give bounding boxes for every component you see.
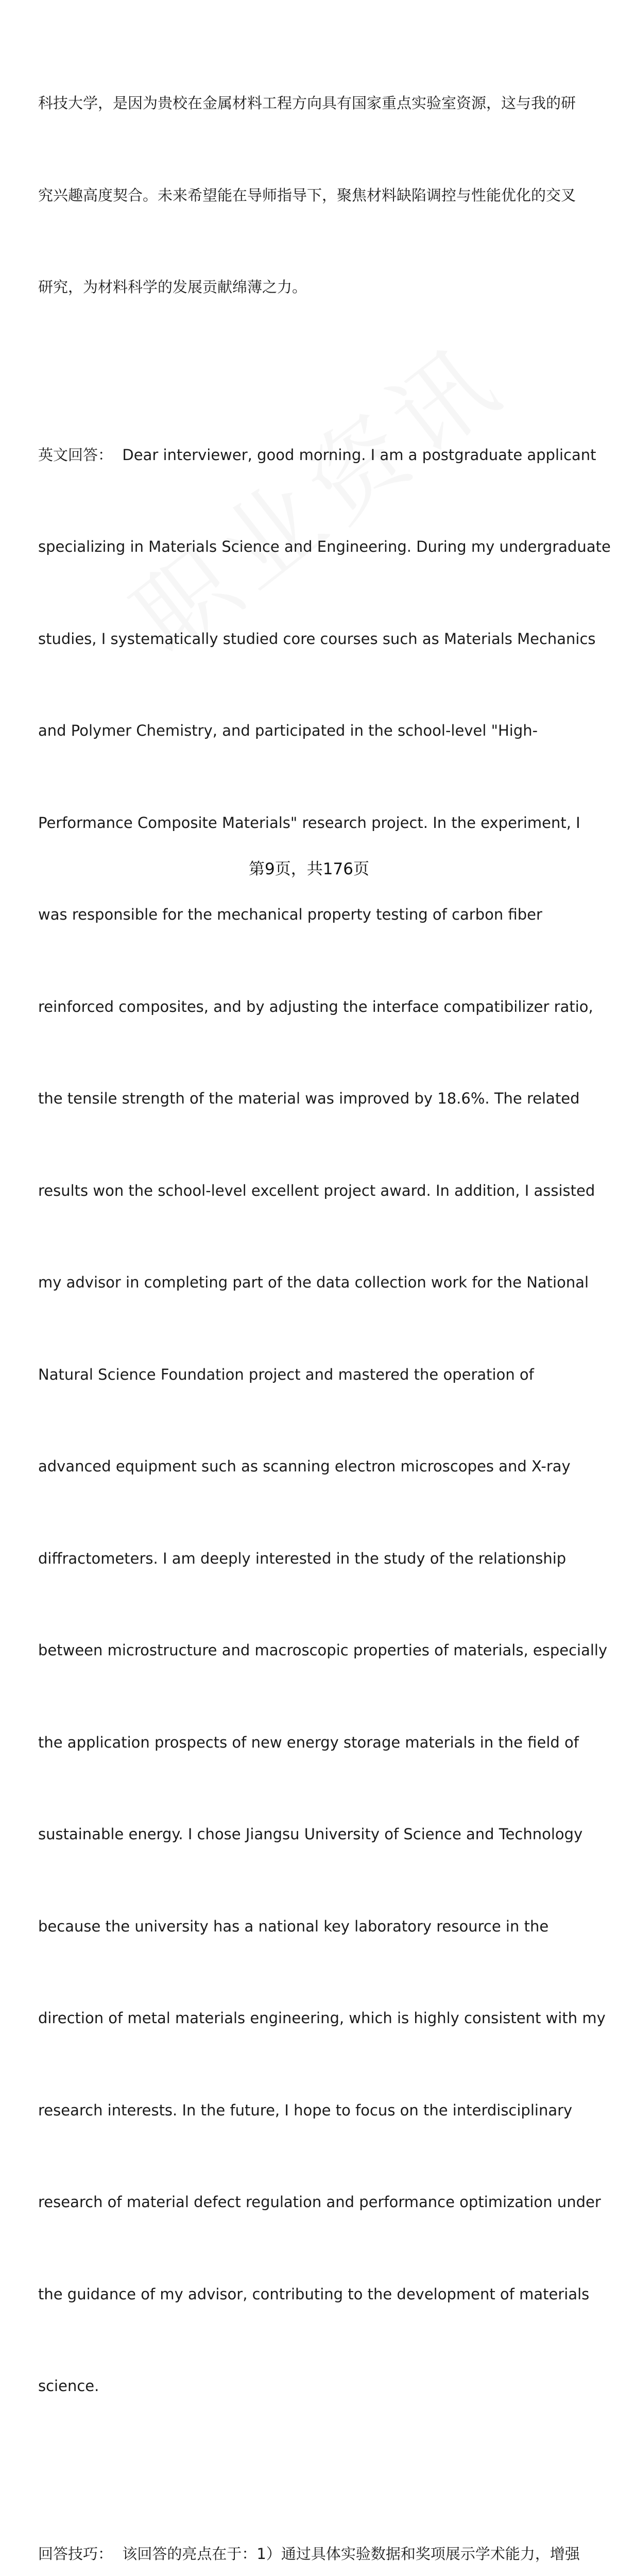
text-line: Natural Science Foundation project and mastered the operation of bbox=[38, 1360, 594, 1391]
text-line: between microstructure and macroscopic properties of materials, especially bbox=[38, 1635, 594, 1666]
paragraph-chinese-answer-end bbox=[38, 27, 594, 364]
text-line: direction of metal materials engineering, which is highly consistent with my bbox=[38, 2003, 594, 2034]
text-line: reinforced composites, and by adjusting the interface compatibilizer ratio, bbox=[38, 992, 594, 1023]
text-line: the guidance of my advisor, contributing to the development of materials bbox=[38, 2279, 594, 2310]
page-number-footer: 第9页，共176页 bbox=[0, 858, 618, 880]
text-line: specializing in Materials Science and Engineering. During my undergraduate bbox=[38, 532, 594, 563]
text-line: advanced equipment such as scanning electron microscopes and X-ray bbox=[38, 1451, 594, 1482]
text-line: science. bbox=[38, 2371, 594, 2402]
document-page bbox=[0, 0, 618, 904]
text-line: sustainable energy. I chose Jiangsu University of Science and Technology bbox=[38, 1819, 594, 1850]
text-line: research interests. In the future, I hope to focus on the interdisciplinary bbox=[38, 2095, 594, 2126]
text-line: 回答技巧： 该回答的亮点在于：1）通过具体实验数据和奖项展示学术能力，增强 bbox=[38, 2539, 594, 2570]
document-body bbox=[38, 27, 594, 2576]
text-line: 科技大学，是因为贵校在金属材料工程方向具有国家重点实验室资源，这与我的研 bbox=[38, 88, 594, 119]
text-line: the application prospects of new energy storage materials in the field of bbox=[38, 1727, 594, 1758]
paragraph-english-answer bbox=[38, 379, 594, 2463]
text-line: 研究，为材料科学的发展贡献绵薄之力。 bbox=[38, 272, 594, 303]
text-line: diffractometers. I am deeply interested in the study of the relationship bbox=[38, 1544, 594, 1574]
text-line: studies, I systematically studied core courses such as Materials Mechanics bbox=[38, 624, 594, 655]
text-line: 英文回答： Dear interviewer, good morning. I am a postgraduate applicant bbox=[38, 440, 594, 471]
text-line: 究兴趣高度契合。未来希望能在导师指导下，聚焦材料缺陷调控与性能优化的交叉 bbox=[38, 180, 594, 211]
text-line: and Polymer Chemistry, and participated in the school-level "High- bbox=[38, 716, 594, 747]
text-line: because the university has a national key laboratory resource in the bbox=[38, 1911, 594, 1942]
paragraph-answer-tips bbox=[38, 2478, 594, 2576]
text-line: was responsible for the mechanical property testing of carbon fiber bbox=[38, 900, 594, 930]
text-line: research of material defect regulation and performance optimization under bbox=[38, 2187, 594, 2218]
text-line: Performance Composite Materials" research project. In the experiment, I bbox=[38, 808, 594, 839]
text-line: results won the school-level excellent project award. In addition, I assisted bbox=[38, 1176, 594, 1207]
text-line: my advisor in completing part of the data collection work for the National bbox=[38, 1267, 594, 1298]
text-line: the tensile strength of the material was improved by 18.6%. The related bbox=[38, 1083, 594, 1114]
